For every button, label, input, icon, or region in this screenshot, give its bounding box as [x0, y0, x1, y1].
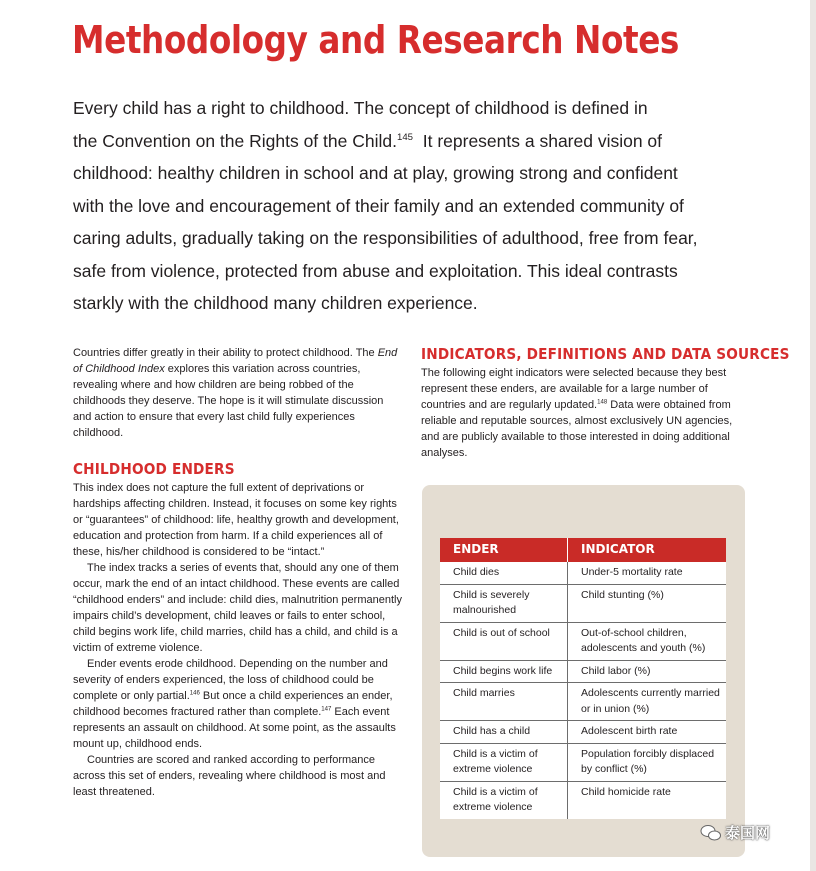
indicator-cell: Adolescents currently married or in union (%)	[568, 683, 727, 721]
intro-line-text: the Convention on the Rights of the Child.	[73, 130, 397, 151]
intro-line: Every child has a right to childhood. The concept of childhood is defined in	[73, 98, 648, 118]
table-header-row	[440, 538, 726, 562]
body-paragraph	[421, 365, 746, 461]
body-paragraph	[73, 345, 403, 441]
right-column	[421, 345, 790, 461]
footnote-ref: 147	[321, 706, 332, 713]
table-row	[440, 683, 726, 721]
body-paragraph: Countries are scored and ranked according to performance across this set of enders, revealing where childhood is most and least threatened.	[73, 754, 386, 798]
ender-cell: Child is severely malnourished	[440, 584, 568, 622]
index-name: End of Childhood Index	[73, 347, 398, 375]
body-text: Countries differ greatly in their ability to protect childhood. The	[73, 347, 378, 359]
body-text: Each event represents an assault on childhood. At some point, as the assaults mount up, childhood ends.	[73, 706, 396, 750]
page-edge	[810, 0, 816, 871]
footnote-ref: 145	[396, 131, 414, 143]
indicator-cell: Out-of-school children, adolescents and youth (%)	[568, 622, 727, 660]
indicator-cell: Child labor (%)	[568, 660, 727, 683]
intro-line: childhood: healthy children in school and at play, growing strong and confident	[73, 163, 678, 183]
section-heading-indicators: INDICATORS, DEFINITIONS AND DATA SOURCES	[421, 345, 790, 363]
indicators-table-panel	[422, 485, 745, 857]
ender-cell: Child begins work life	[440, 660, 568, 683]
footnote-ref: 146	[189, 690, 200, 697]
enders-indicators-table	[440, 538, 726, 819]
ender-cell: Child is out of school	[440, 622, 568, 660]
table-row	[440, 721, 726, 744]
body-paragraph	[73, 656, 403, 752]
table-row	[440, 622, 726, 660]
section-heading-childhood-enders: CHILDHOOD ENDERS	[73, 460, 235, 478]
intro-line-text: It represents a shared vision of	[413, 130, 663, 151]
watermark	[700, 822, 770, 843]
body-text: Data were obtained from reliable and reputable sources, almost exclusively UN agencies, and are publicly available to those interested in doing additional analyses.	[421, 399, 733, 459]
indicator-cell: Adolescent birth rate	[568, 721, 727, 744]
ender-cell: Child has a child	[440, 721, 568, 744]
body-text: But once a child experiences an ender, childhood becomes fractured rather than complete.	[73, 690, 393, 718]
watermark-text: 泰国网	[725, 825, 771, 842]
intro-paragraph	[73, 92, 763, 320]
wechat-icon	[700, 824, 722, 842]
indicator-cell: Child stunting (%)	[568, 584, 727, 622]
ender-cell: Child is a victim of extreme violence	[440, 743, 568, 781]
intro-line: starkly with the childhood many children experience.	[73, 293, 478, 313]
table-row	[440, 660, 726, 683]
indicator-cell: Population forcibly displaced by conflict (%)	[568, 743, 727, 781]
table-row	[440, 781, 726, 819]
ender-cell: Child is a victim of extreme violence	[440, 781, 568, 819]
body-paragraph: The index tracks a series of events that, should any one of them occur, mark the end of an intact childhood. These events are called “childhood enders” and include: child dies, malnutrition permanently impairs child’s development, child leaves or fails to enter school, child begins work life, child marries, child has a child, and child is a victim of extreme violence.	[73, 562, 402, 654]
column-header-indicator: INDICATOR	[568, 538, 727, 562]
body-text: The following eight indicators were selected because they best represent these enders, are available for a large number of countries and are regularly updated.	[421, 367, 727, 411]
intro-line	[73, 125, 763, 158]
indicator-cell: Child homicide rate	[568, 781, 727, 819]
left-column	[73, 345, 403, 800]
column-header-ender: ENDER	[440, 538, 568, 562]
body-text: Ender events erode childhood. Depending on the number and severity of enders experienced, the loss of childhood could be complete or only partial.	[73, 658, 388, 702]
intro-line: with the love and encouragement of their family and an extended community of	[73, 195, 684, 216]
table-row	[440, 743, 726, 781]
body-paragraph: This index does not capture the full extent of deprivations or hardships affecting children. Instead, it focuses on some key rights or “guarantees” of childhood: life, healthy growth and development, education and protection from harm. If a child experiences all of these, his/her childhood is considered to be “intact.”	[73, 482, 399, 558]
ender-cell: Child marries	[440, 683, 568, 721]
table-row	[440, 584, 726, 622]
table-row	[440, 562, 726, 584]
intro-line: safe from violence, protected from abuse and exploitation. This ideal contrasts	[73, 260, 678, 281]
ender-cell: Child dies	[440, 562, 568, 584]
intro-line: caring adults, gradually taking on the responsibilities of adulthood, free from fear,	[73, 228, 698, 248]
indicator-cell: Under-5 mortality rate	[581, 566, 683, 578]
body-text: explores this variation across countries, revealing where and how children are being robbed of the childhoods they deserve. The hope is it will stimulate discussion and action to ensure that every last child fully experiences childhood.	[73, 363, 384, 439]
footnote-ref: 148	[597, 399, 608, 406]
page-title: Methodology and Research Notes	[72, 18, 679, 62]
